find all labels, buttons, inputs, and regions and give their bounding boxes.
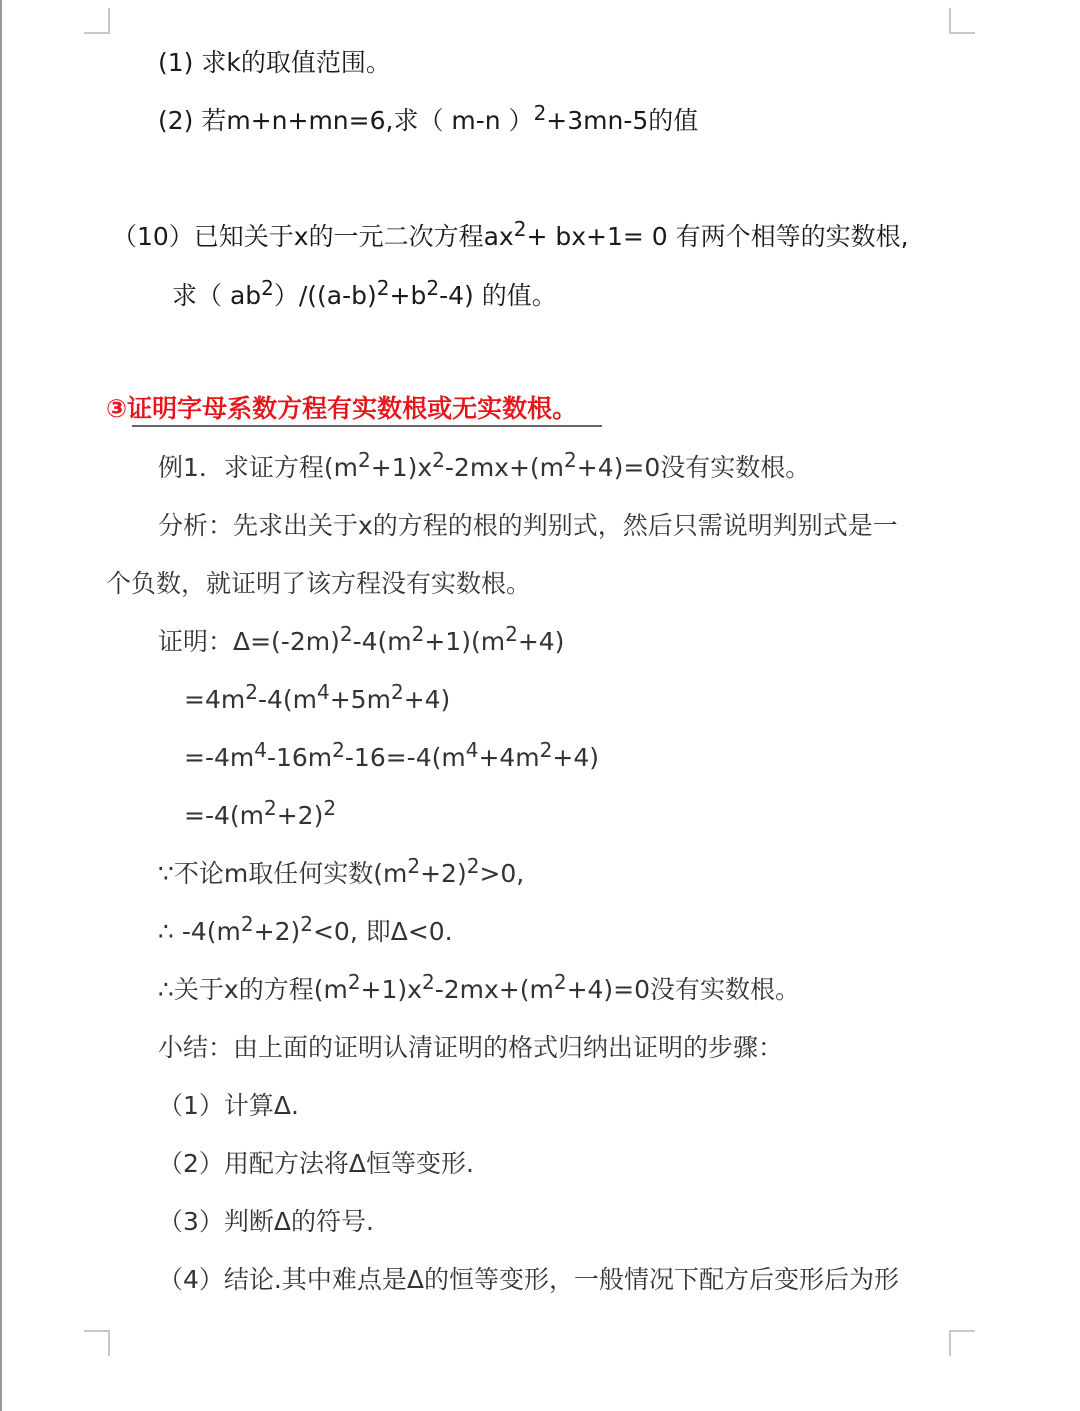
text: 证明：Δ=(-2m) xyxy=(158,627,340,656)
text: +4) xyxy=(517,627,565,656)
summary-step-3: （3）判断Δ的符号. xyxy=(158,1207,374,1236)
text: -16m xyxy=(266,743,333,772)
analysis-line-2: 个负数，就证明了该方程没有实数根。 xyxy=(106,569,532,598)
text: +1)x xyxy=(370,453,433,482)
superscript: 2 xyxy=(564,448,577,472)
text: -4) 的值。 xyxy=(439,281,557,310)
text: +3mn-5的值 xyxy=(546,106,699,135)
summary-step-4: （4）结论.其中难点是Δ的恒等变形，一般情况下配方后变形后为形 xyxy=(158,1265,899,1294)
summary-step-1: （1）计算Δ. xyxy=(158,1091,299,1120)
corner-mark-bottom-right xyxy=(949,1330,975,1356)
page-left-border xyxy=(0,0,2,1411)
corner-mark-top-right xyxy=(949,8,975,34)
corner-mark-bottom-left xyxy=(84,1330,110,1356)
question-1-text: (1) 求k的取值范围。 xyxy=(158,48,391,77)
section-heading-underline xyxy=(132,425,602,427)
text: + bx+1= 0 有两个相等的实数根, xyxy=(526,222,909,251)
superscript: 2 xyxy=(553,970,567,994)
superscript: 2 xyxy=(411,622,425,646)
superscript: 2 xyxy=(533,101,547,125)
problem-10-line-1 xyxy=(112,217,909,252)
text: +1)(m xyxy=(424,627,506,656)
proof-line-3 xyxy=(184,738,600,773)
text: <0, 即Δ<0. xyxy=(312,917,453,946)
proof-line-7 xyxy=(158,970,801,1005)
superscript: 2 xyxy=(261,276,274,300)
superscript: 2 xyxy=(245,680,258,704)
superscript: 2 xyxy=(240,912,254,936)
superscript: 2 xyxy=(513,217,527,241)
text: =4m xyxy=(184,685,246,714)
text: ∴ -4(m xyxy=(158,917,241,946)
text: +5m xyxy=(329,685,391,714)
text: ∵不论m取任何实数(m xyxy=(158,859,408,888)
superscript: 4 xyxy=(465,738,479,762)
text: 求（ ab xyxy=(172,281,262,310)
text: +2) xyxy=(253,917,301,946)
superscript: 2 xyxy=(432,448,445,472)
proof-line-6 xyxy=(158,912,453,947)
summary-intro: 小结：由上面的证明认清证明的格式归纳出证明的步骤： xyxy=(158,1033,784,1062)
superscript: 2 xyxy=(407,854,421,878)
superscript: 2 xyxy=(263,796,277,820)
superscript: 2 xyxy=(332,738,345,762)
text: +4) xyxy=(403,685,451,714)
problem-10-line-2 xyxy=(172,276,557,311)
text: +2) xyxy=(420,859,467,888)
section-heading: ③证明字母系数方程有实数根或无实数根。 xyxy=(106,394,578,423)
superscript: 2 xyxy=(426,276,440,300)
question-2 xyxy=(158,101,699,136)
text: +4m xyxy=(478,743,540,772)
text: -2mx+(m xyxy=(444,453,565,482)
example-1 xyxy=(158,448,811,483)
text: +b xyxy=(389,281,427,310)
text: +2) xyxy=(276,801,324,830)
text: =-4m xyxy=(184,743,255,772)
analysis-line-1: 分析：先求出关于x的方程的根的判别式，然后只需说明判别式是一 xyxy=(158,511,898,540)
superscript: 2 xyxy=(347,970,361,994)
proof-line-5 xyxy=(158,854,525,889)
corner-mark-top-left xyxy=(84,8,110,34)
text: +4)=0没有实数根。 xyxy=(576,453,811,482)
text: >0, xyxy=(479,859,525,888)
superscript: 4 xyxy=(317,680,330,704)
text: +1)x xyxy=(360,975,422,1004)
text: -16=-4(m xyxy=(344,743,466,772)
text: -2mx+(m xyxy=(434,975,554,1004)
superscript: 4 xyxy=(254,738,267,762)
text: （10）已知关于x的一元二次方程ax xyxy=(112,222,514,251)
superscript: 2 xyxy=(300,912,313,936)
superscript: 2 xyxy=(539,738,553,762)
superscript: 2 xyxy=(421,970,435,994)
text: ∴关于x的方程(m xyxy=(158,975,348,1004)
text: +4)=0没有实数根。 xyxy=(566,975,801,1004)
superscript: 2 xyxy=(339,622,353,646)
summary-step-2: （2）用配方法将Δ恒等变形. xyxy=(158,1149,474,1178)
proof-line-4 xyxy=(184,796,337,831)
text: (2) 若m+n+mn=6,求（ m-n ） xyxy=(158,106,534,135)
proof-line-1 xyxy=(158,622,565,657)
proof-line-2 xyxy=(184,680,451,715)
text: 例1．求证方程(m xyxy=(158,453,359,482)
superscript: 2 xyxy=(466,854,480,878)
superscript: 2 xyxy=(358,448,371,472)
superscript: 2 xyxy=(376,276,390,300)
question-1 xyxy=(158,48,391,78)
superscript: 2 xyxy=(505,622,518,646)
text: ）/((a-b) xyxy=(273,281,377,310)
text: -4(m xyxy=(352,627,412,656)
superscript: 2 xyxy=(323,796,337,820)
text: -4(m xyxy=(257,685,317,714)
text: =-4(m xyxy=(184,801,264,830)
superscript: 2 xyxy=(390,680,404,704)
text: +4) xyxy=(552,743,600,772)
